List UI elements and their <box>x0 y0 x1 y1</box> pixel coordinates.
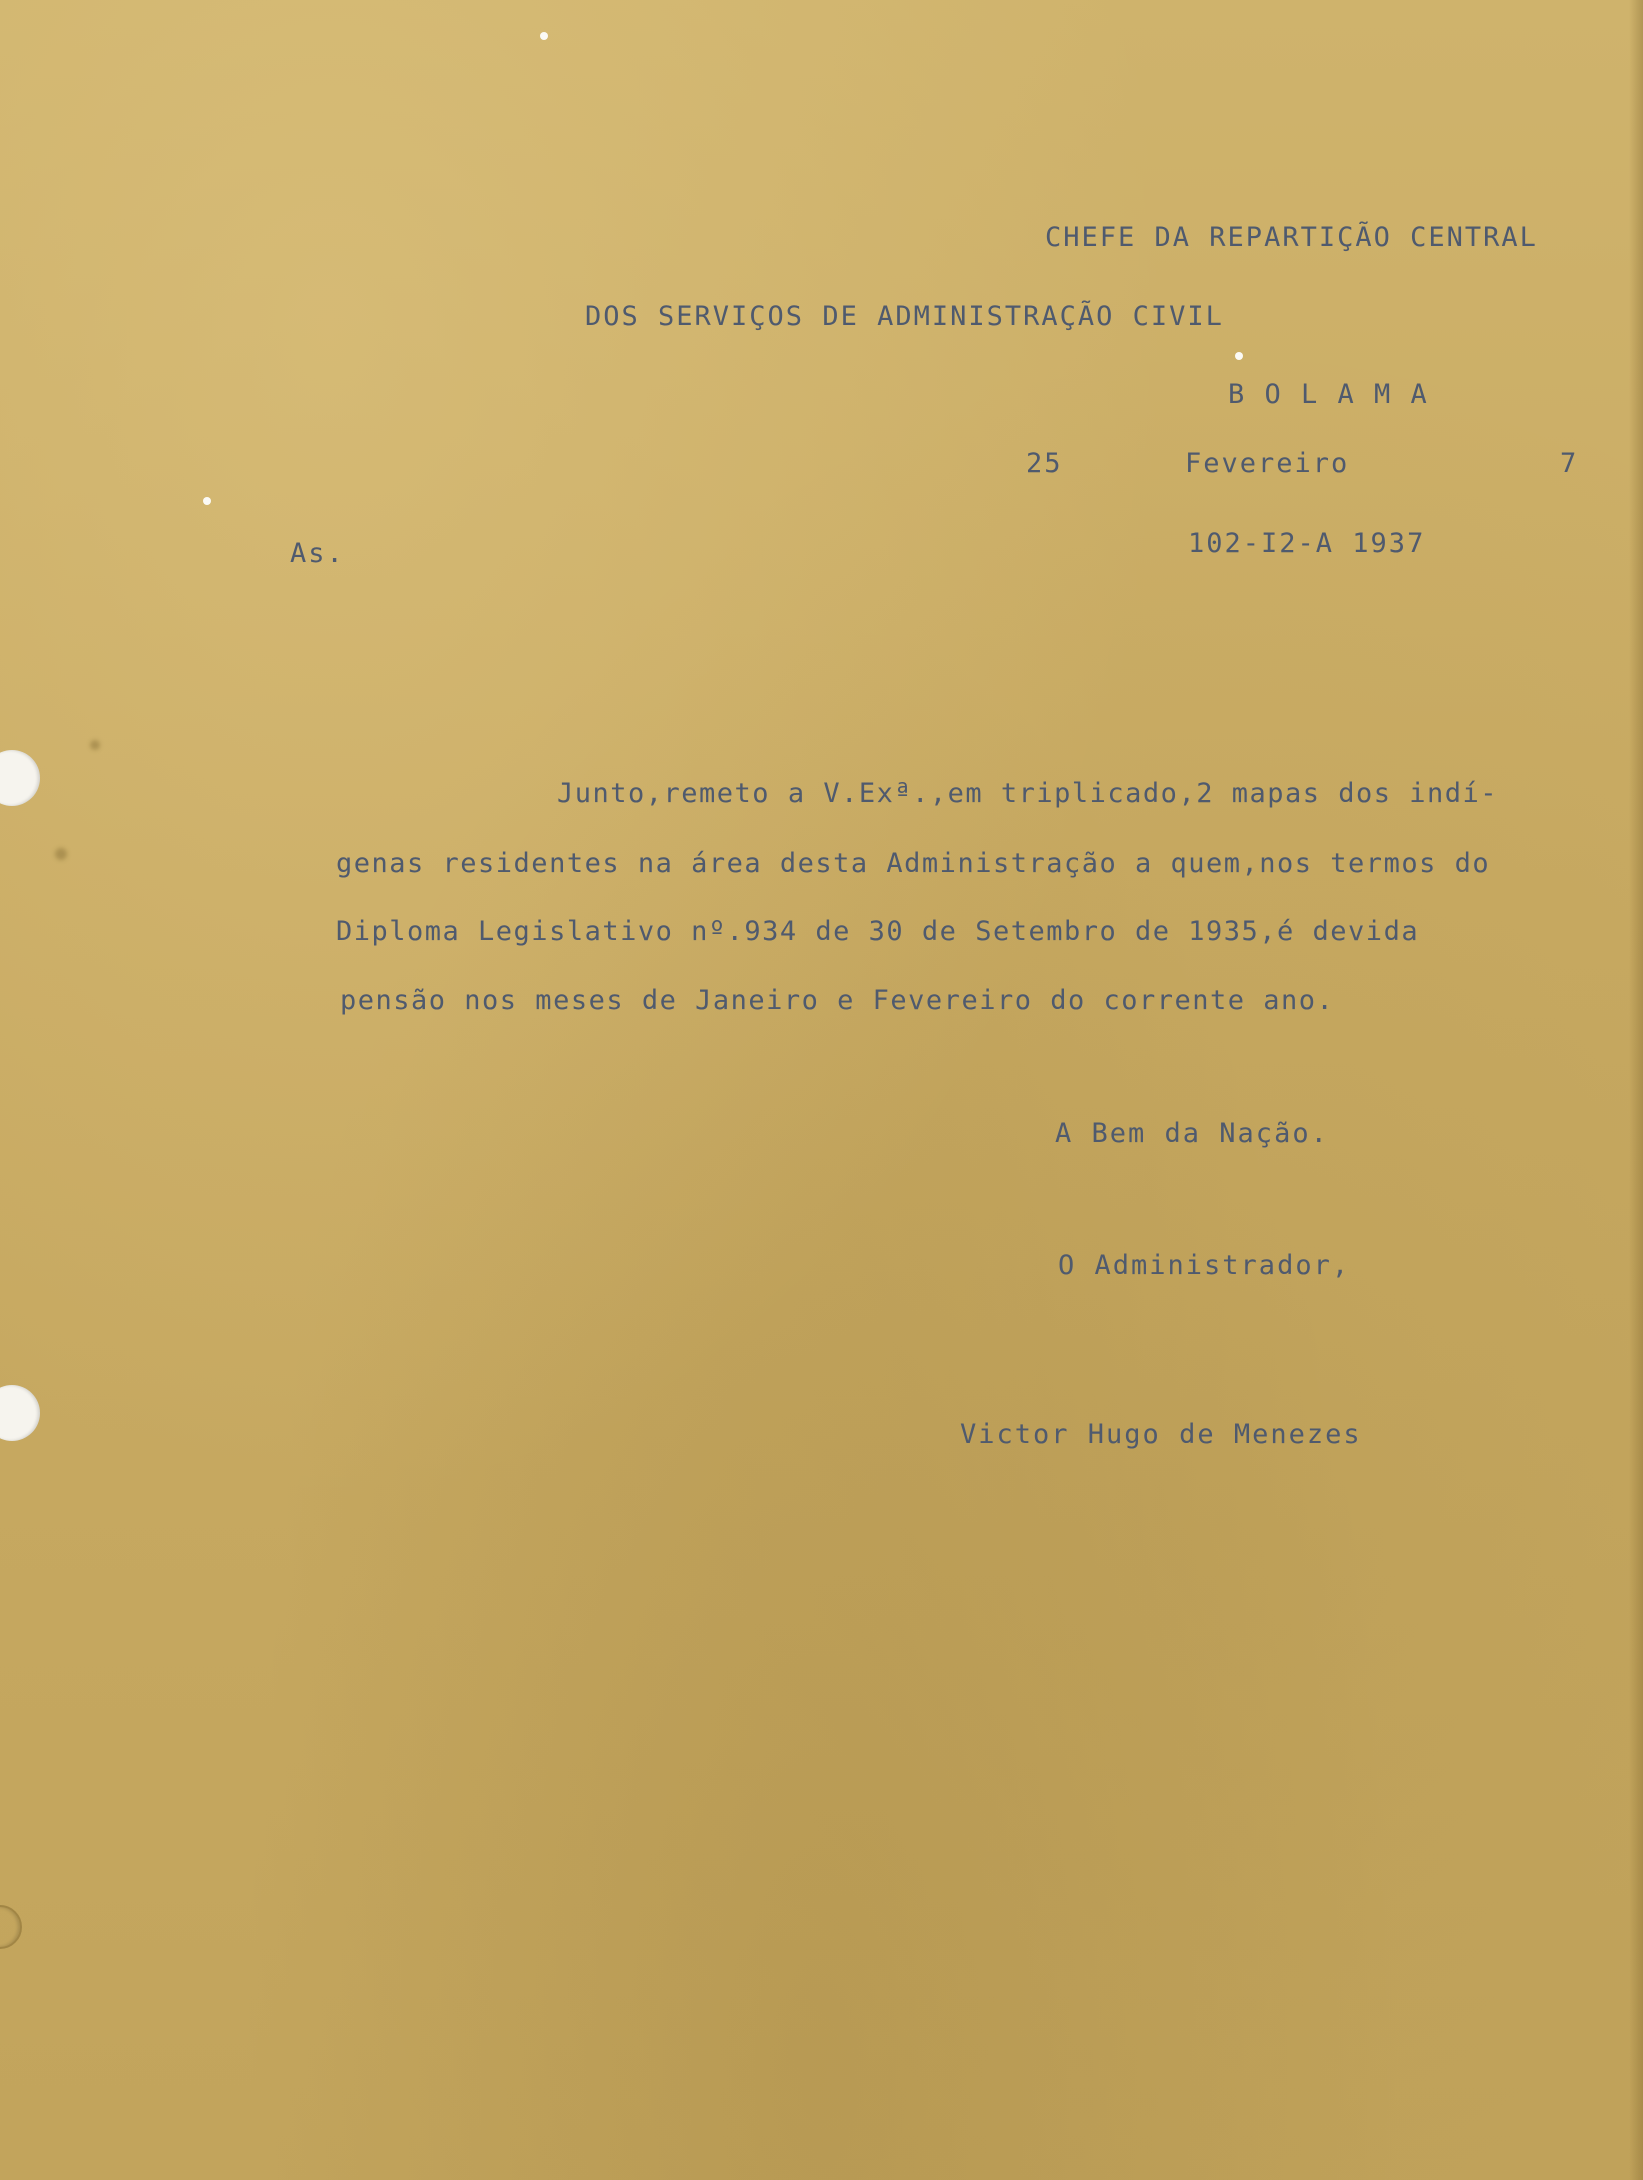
letterhead-line-2: DOS SERVIÇOS DE ADMINISTRAÇÃO CIVIL <box>585 301 1224 332</box>
date-year-digit: 7 <box>1560 448 1579 479</box>
closing-phrase: A Bem da Nação. <box>1055 1118 1329 1149</box>
body-line: genas residentes na área desta Administração a quem,nos termos do <box>336 848 1491 879</box>
paper-speck <box>540 32 548 40</box>
signatory-title: O Administrador, <box>1058 1250 1351 1281</box>
city-name: B O L A M A <box>1228 379 1429 410</box>
paper-speck <box>203 497 211 505</box>
body-line: Diploma Legislativo nº.934 de 30 de Setembro de 1935,é devida <box>336 916 1420 947</box>
punch-hole <box>0 750 40 806</box>
paper-edge-shadow <box>1629 0 1643 2180</box>
date-day: 25 <box>1026 448 1063 479</box>
paper-stain <box>90 740 100 750</box>
letterhead-line-1: CHEFE DA REPARTIÇÃO CENTRAL <box>1045 222 1538 253</box>
signatory-name: Victor Hugo de Menezes <box>960 1419 1362 1450</box>
punch-hole-mark <box>0 1905 22 1949</box>
date-month: Fevereiro <box>1185 448 1350 479</box>
paper-stain <box>55 848 67 860</box>
body-line: Junto,remeto a V.Exª.,em triplicado,2 mapas dos indí- <box>557 778 1499 809</box>
reference-number: 102-I2-A 1937 <box>1188 528 1426 559</box>
paper-speck <box>1235 352 1243 360</box>
body-line: pensão nos meses de Janeiro e Fevereiro do corrente ano. <box>340 985 1335 1016</box>
punch-hole <box>0 1385 40 1441</box>
salutation: As. <box>290 538 345 569</box>
